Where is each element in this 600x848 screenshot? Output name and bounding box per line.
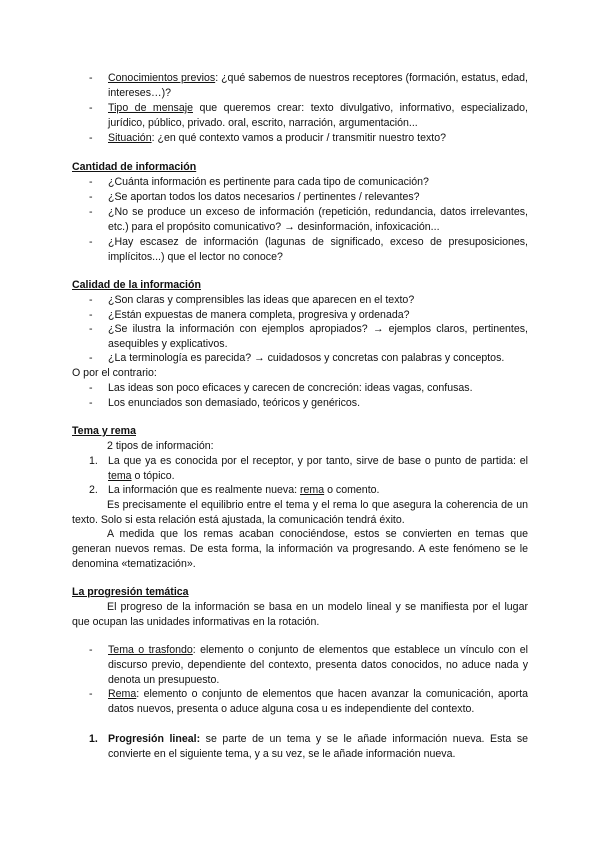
heading-tema-rema: Tema y rema [72,425,136,437]
bullet-rema: - Rema: elemento o conjunto de elementos que hacen avanzar la comunicación, aporta datos nuevos, presenta o aduce alguna cosa u es independiente del contexto. [89,688,528,715]
bullet-marker: - [89,132,93,144]
list-item: - ¿Están expuestas de manera completa, progresiva y ordenada? [89,309,410,321]
list-item: - ¿La terminología es parecida? → cuidadosos y concretas con palabras y conceptos. [89,352,505,364]
bullet-tipo-de-mensaje: - Tipo de mensaje que queremos crear: texto divulgativo, informativo, especializado, jurídico, público, privado. oral, escrito, narración, argumentación... [89,102,528,129]
term-conocimientos-previos: Conocimientos previos [108,72,216,84]
bullet-conocimientos-previos: - Conocimientos previos: ¿qué sabemos de nuestros receptores (formación, estatus, edad, intereses…)? [89,72,528,99]
list-item: - ¿Se aportan todos los datos necesarios / pertinentes / relevantes? [89,191,420,203]
paragraph: Es precisamente el equilibrio entre el tema y el rema lo que asegura la coherencia de un texto. Solo si esta relación está ajustada, la comunicación tendrá éxito. [72,499,528,526]
bullet-marker: - [89,72,93,84]
list-item: - Los enunciados son demasiado, teóricos y genéricos. [89,397,361,409]
bullet-situacion: - Situación: ¿en qué contexto vamos a producir / transmitir nuestro texto? [89,132,447,144]
list-item: - ¿Se ilustra la información con ejemplos apropiados? → ejemplos claros, pertinentes, asequibles y explicativos. [89,323,528,350]
paragraph: A medida que los remas acaban conociéndose, estos se convierten en temas que generan nuevos remas. De esta forma, la información va progresando. A este fenómeno se le denomina «tematización». [72,528,528,570]
bullet-tema-trasfondo: - Tema o trasfondo: elemento o conjunto de elementos que establece un vínculo con el discurso previo, dependiente del contexto, presenta datos conocidos, no aduce nada y denota un presupuesto. [89,644,528,686]
list-item: - ¿No se produce un exceso de información (repetición, redundancia, datos irrelevantes, etc.) para el propósito comunicativo? → desinformación, infoxicación... [89,206,528,233]
numbered-progresion-lineal: 1. Progresión lineal: se parte de un tema y se le añade información nueva. Esta se convierte en el siguiente tema, y a su vez, se le añade información nueva. [89,733,529,760]
list-item: - Las ideas son poco eficaces y carecen de concreción: ideas vagas, confusas. [89,382,473,394]
bullet-marker: - [89,102,93,114]
heading-cantidad: Cantidad de información [72,161,197,173]
tema-intro: 2 tipos de información: [107,440,214,452]
numbered-item: 1. La que ya es conocida por el receptor, y por tanto, sirve de base o punto de partida: el tema o tópico. [89,455,528,482]
paragraph: El progreso de la información se basa en un modelo lineal y se manifiesta por el lugar que ocupan las unidades informativas en la rotación. [72,601,528,628]
list-item: - ¿Hay escasez de información (lagunas de significado, exceso de presuposiciones, implícitos...) que el lector no conoce? [89,236,528,263]
list-item: - ¿Cuánta información es pertinente para cada tipo de comunicación? [89,176,429,188]
numbered-item: 2. La información que es realmente nueva: rema o comento. [89,484,380,496]
heading-progresion: La progresión temática [72,586,189,598]
heading-calidad: Calidad de la información [72,279,201,291]
term-tipo-de-mensaje: Tipo de mensaje [108,102,193,114]
list-item: - ¿Son claras y comprensibles las ideas que aparecen en el texto? [89,294,415,306]
term-situacion: Situación [108,132,152,144]
contrary-label: O por el contrario: [72,367,157,379]
